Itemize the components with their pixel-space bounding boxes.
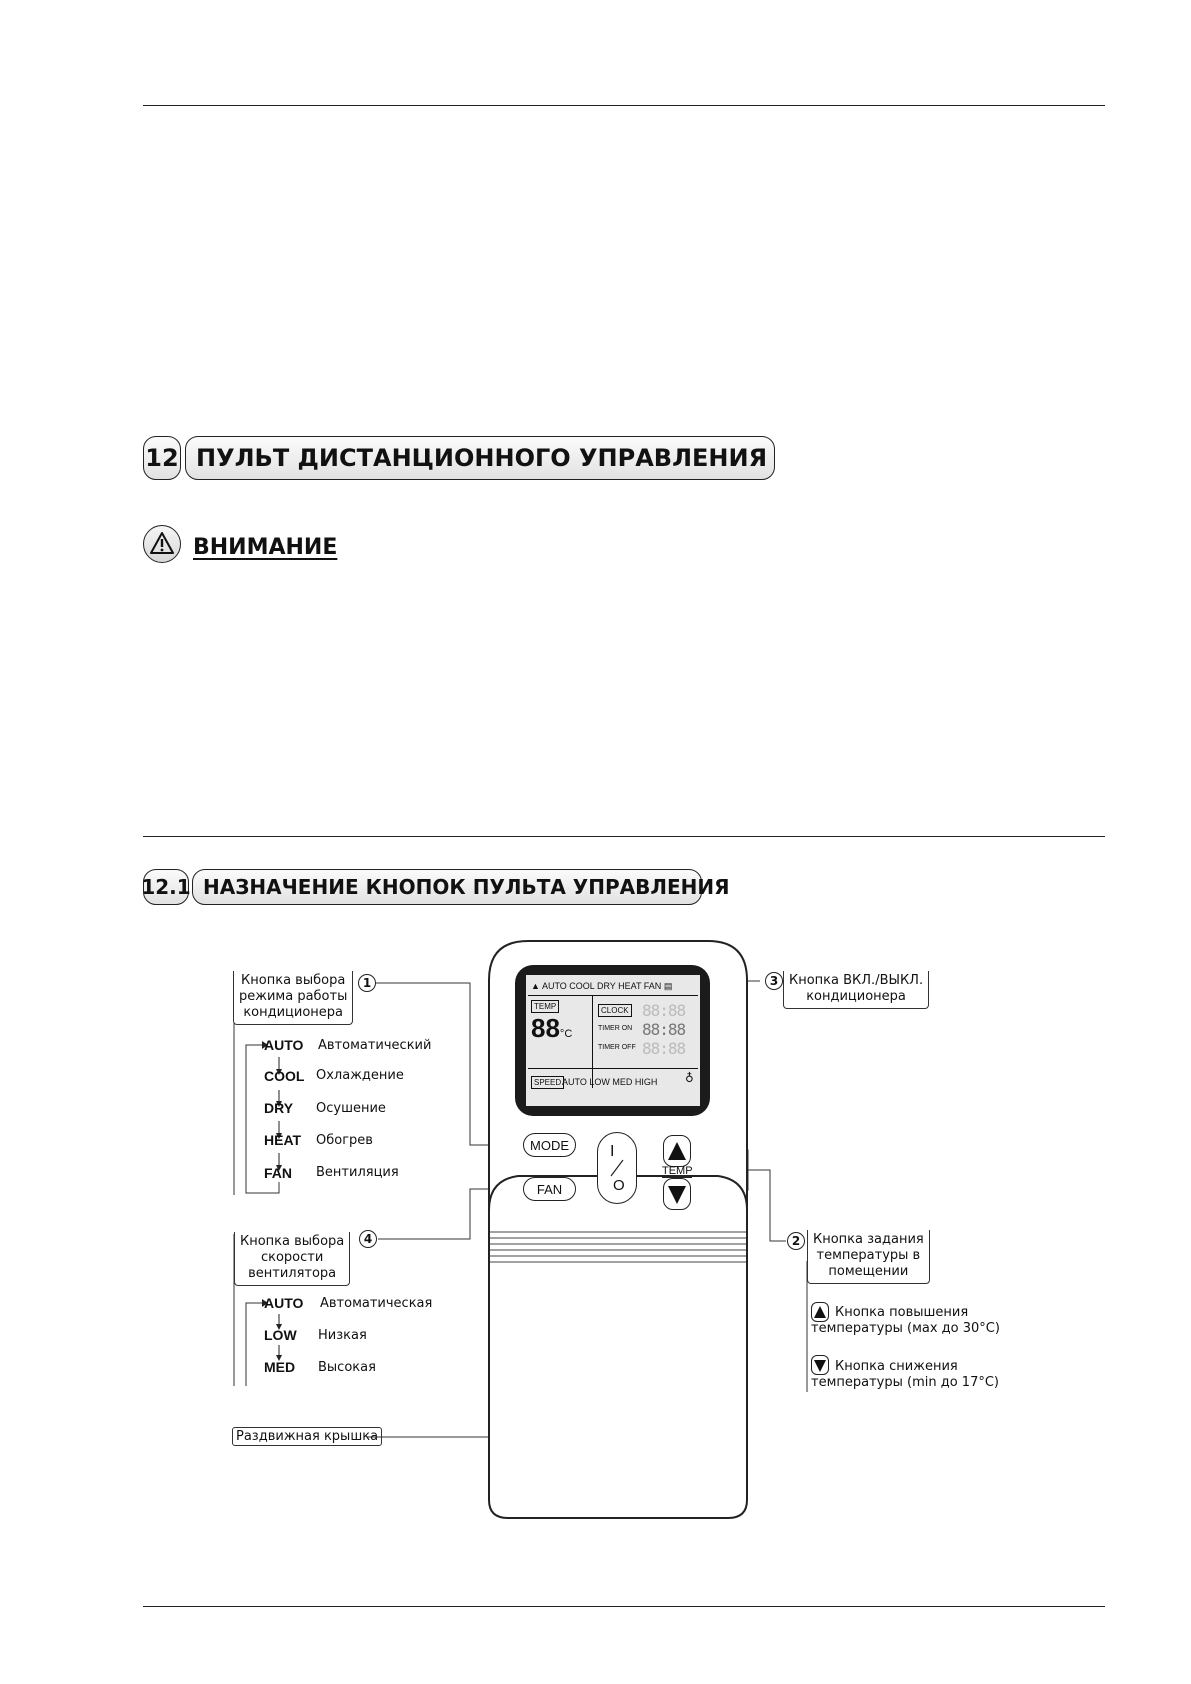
speed-key-auto: AUTO (264, 1295, 304, 1311)
lcd-temp-sensor-icon: ♁ (685, 1071, 694, 1085)
lcd-speed-row: AUTO LOW MED HIGH (562, 1077, 658, 1087)
mode-key-heat: HEAT (264, 1132, 302, 1148)
lcd-timer-on-value: 88:88 (642, 1020, 686, 1039)
subsection-number: 12.1 (143, 869, 189, 905)
subsection-title: НАЗНАЧЕНИЕ КНОПОК ПУЛЬТА УПРАВЛЕНИЯ (192, 869, 702, 905)
lcd-panel (526, 975, 700, 1106)
lcd-fan-icon: ▤ (663, 981, 673, 991)
mode-desc-fan: Вентиляция (316, 1165, 399, 1180)
lcd-mode-row: ▲ AUTO COOL DRY HEAT FAN ▤ (531, 981, 673, 991)
speed-desc-low: Низкая (318, 1328, 367, 1343)
speed-desc-med: Высокая (318, 1360, 376, 1375)
lcd-clock-value: 88:88 (642, 1001, 686, 1020)
lcd-speed-label: SPEED (531, 1076, 564, 1089)
speed-desc-auto: Автоматическая (320, 1296, 433, 1311)
lcd-timer-off-label: TIMER OFF (598, 1044, 636, 1051)
warning-title: ВНИМАНИЕ (193, 535, 338, 560)
callout-number-1: 1 (358, 974, 376, 992)
fan-callout: Кнопка выбора скорости вентилятора (234, 1232, 350, 1286)
speed-key-med: MED (264, 1359, 296, 1375)
callout-number-2: 2 (787, 1232, 805, 1250)
temp-up-button[interactable] (663, 1135, 691, 1167)
temp-up-description: Кнопка повышения температуры (мах до 30°C) (811, 1305, 1000, 1336)
power-off-label: O (613, 1177, 625, 1194)
lcd-temp-label: TEMP (531, 1000, 559, 1013)
lcd-temp-value: 88°C (531, 1013, 573, 1043)
temp-down-button[interactable] (663, 1178, 691, 1210)
cover-callout: Раздвижная крышка (232, 1427, 382, 1446)
power-button[interactable] (597, 1132, 637, 1204)
lcd-timer-on-label: TIMER ON (598, 1025, 633, 1032)
power-callout: Кнопка ВКЛ./ВЫКЛ. кондиционера (783, 971, 929, 1009)
fan-button[interactable]: FAN (523, 1177, 576, 1201)
temp-callout: Кнопка задания температуры в помещении (807, 1230, 930, 1284)
speed-key-low: LOW (264, 1327, 297, 1343)
mode-key-dry: DRY (264, 1100, 294, 1116)
mode-button[interactable]: MODE (523, 1133, 576, 1157)
mode-desc-heat: Обогрев (316, 1133, 373, 1148)
power-on-label: I (610, 1143, 615, 1160)
mode-desc-auto: Автоматический (318, 1038, 432, 1053)
callout-number-4: 4 (359, 1230, 377, 1248)
mode-key-auto: AUTO (264, 1037, 304, 1053)
mode-desc-cool: Охлаждение (316, 1068, 404, 1083)
callout-number-3: 3 (765, 972, 783, 990)
mode-desc-dry: Осушение (316, 1101, 386, 1116)
lcd-timer-off-value: 88:88 (642, 1039, 686, 1058)
lcd-clock-label: CLOCK (598, 1004, 632, 1017)
mode-callout: Кнопка выбора режима работы кондиционера (233, 971, 353, 1025)
lcd-pointer-icon: ▲ (531, 981, 540, 991)
section-number: 12 (143, 436, 181, 480)
mode-key-cool: COOL (264, 1068, 305, 1084)
section-title: ПУЛЬТ ДИСТАНЦИОННОГО УПРАВЛЕНИЯ (185, 436, 775, 480)
mode-key-fan: FAN (264, 1165, 292, 1181)
temp-down-description: Кнопка снижения температуры (min до 17°C) (811, 1359, 999, 1390)
lcd-screen (515, 965, 710, 1116)
temp-label: TEMP (662, 1165, 693, 1177)
